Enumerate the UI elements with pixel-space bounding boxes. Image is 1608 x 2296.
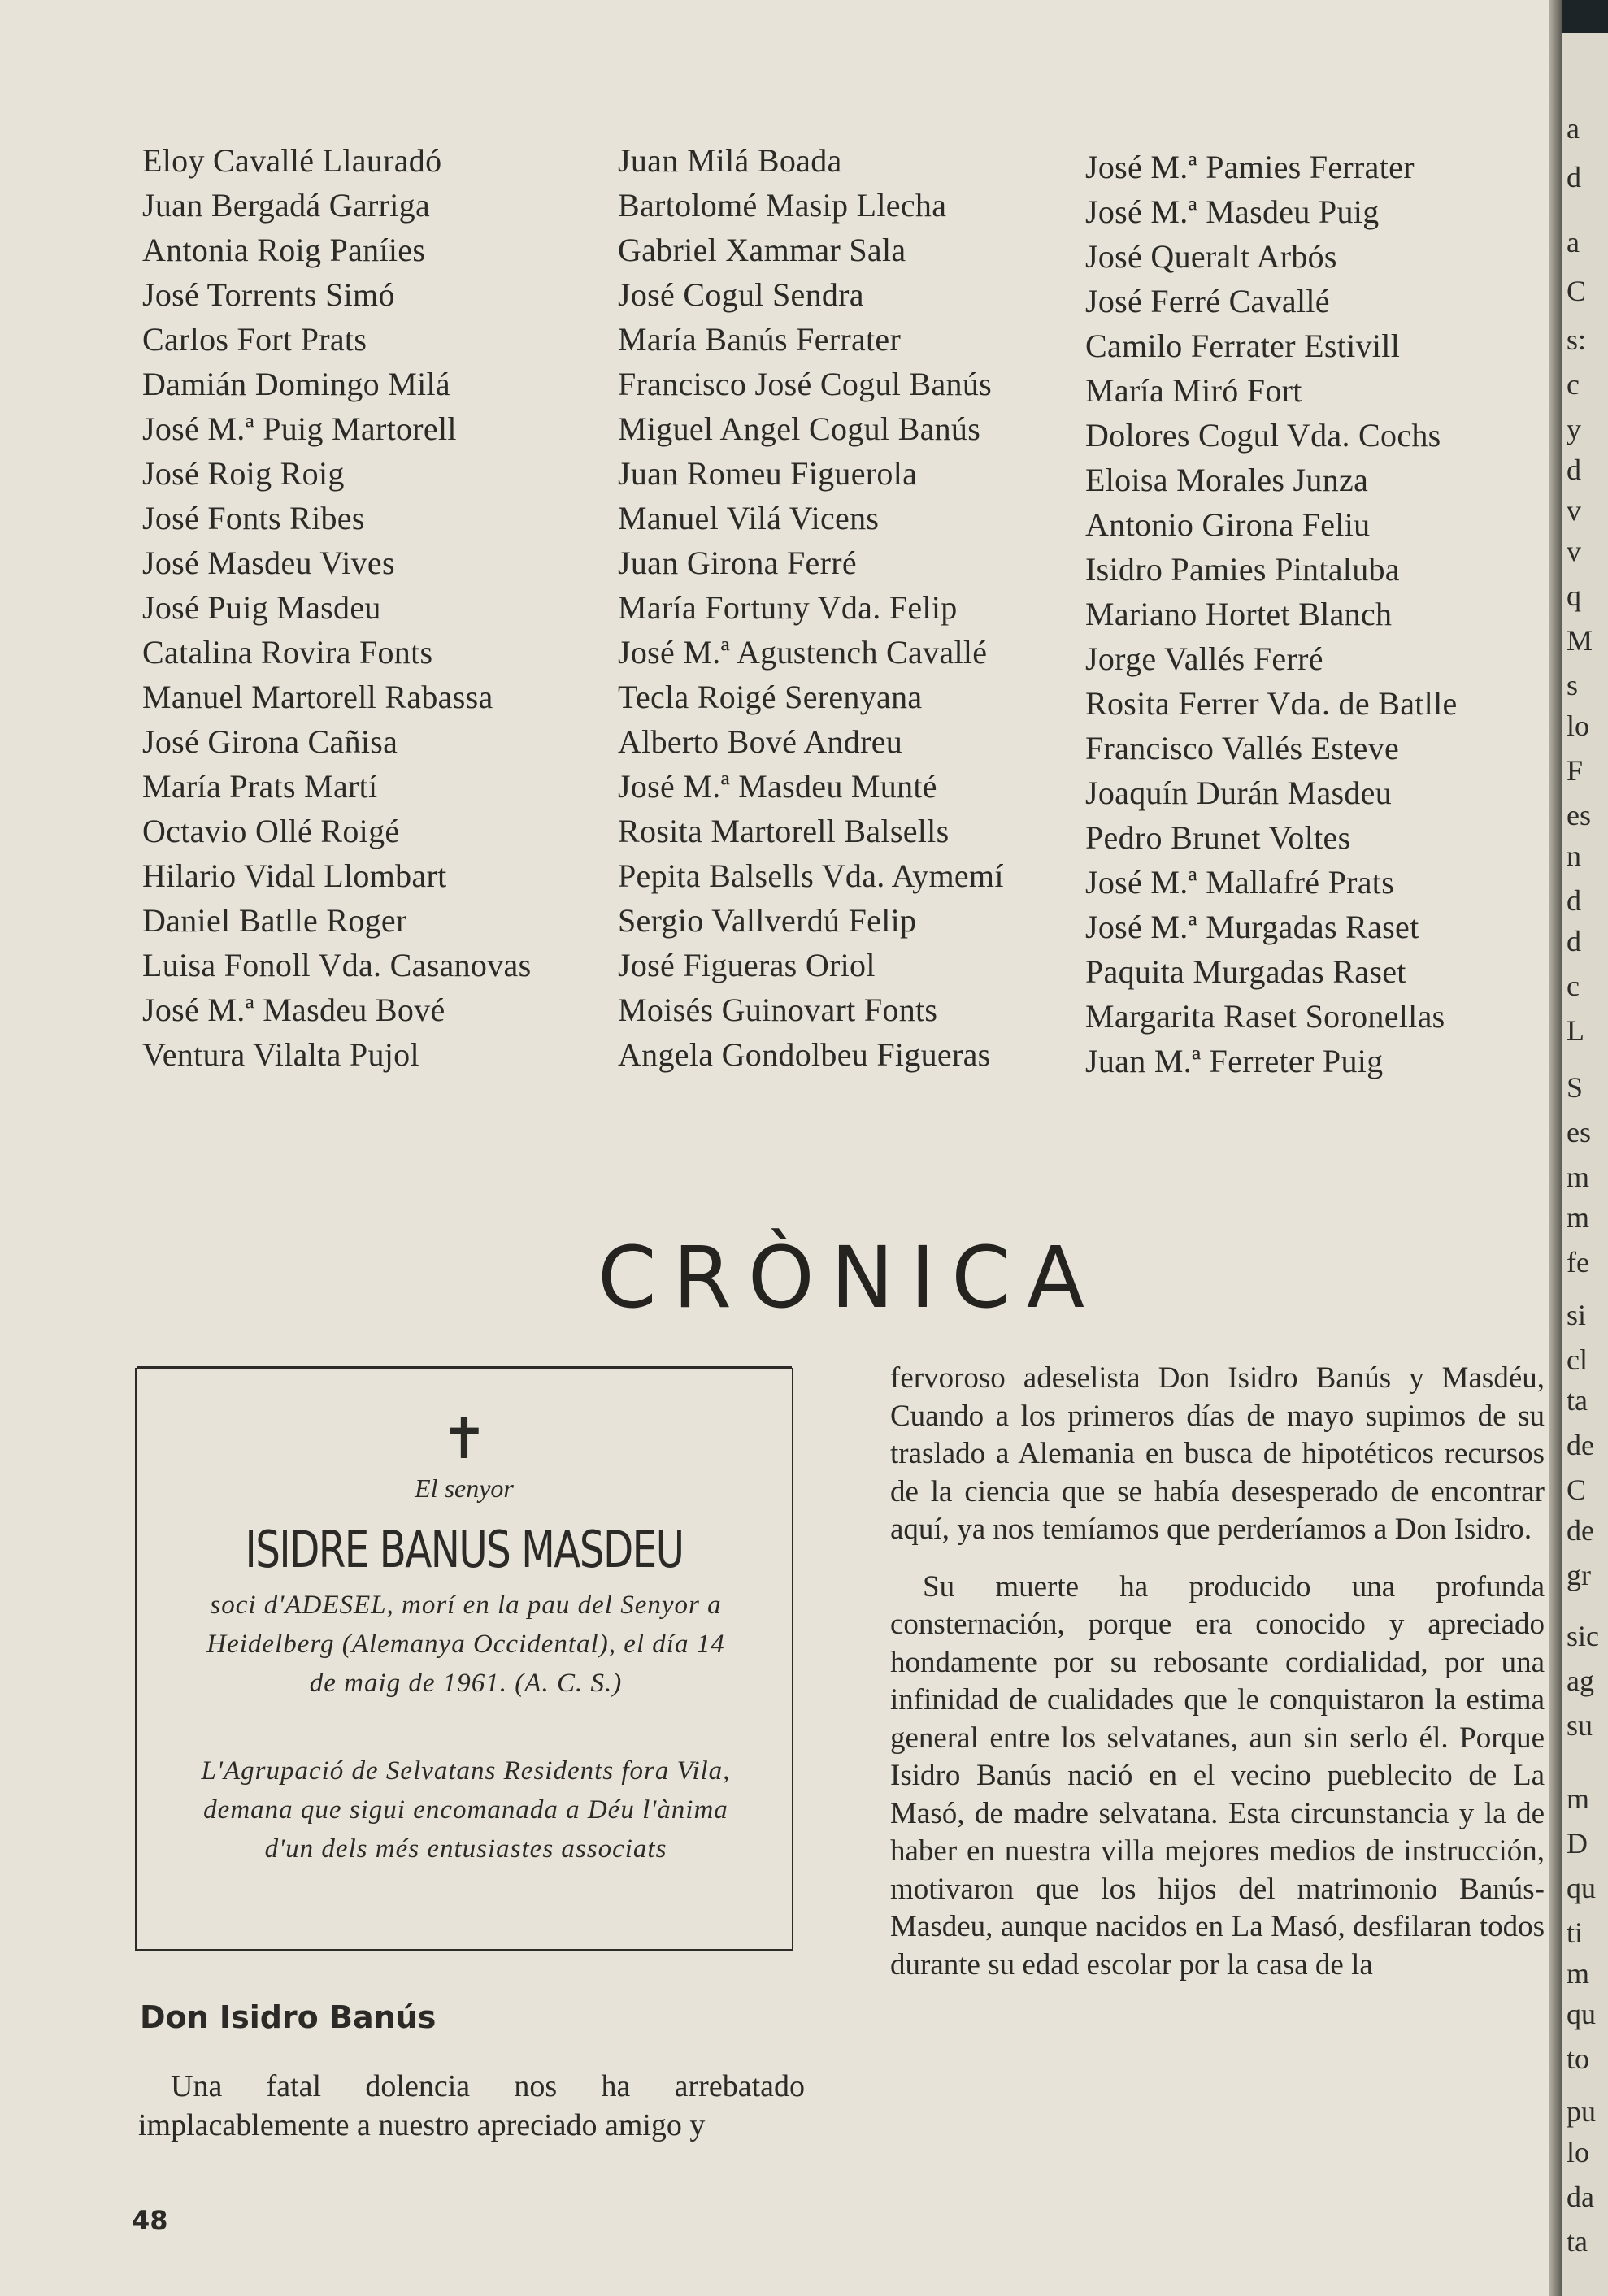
- facing-page-fragment: to: [1567, 2042, 1590, 2075]
- name-entry: Jorge Vallés Ferré: [1085, 640, 1323, 677]
- name-entry: José Girona Cañisa: [142, 723, 398, 760]
- name-entry: José M.ª Puig Martorell: [142, 410, 457, 447]
- facing-page-fragment: ta: [1567, 1384, 1588, 1417]
- facing-page-fragment: a: [1567, 226, 1580, 258]
- names-column-3: [1085, 145, 1458, 1083]
- article-paragraph: Una fatal dolencia nos ha arrebatado implacablemente a nuestro apreciado amigo y: [138, 2069, 805, 2142]
- article-heading: Don Isidro Banús: [140, 1999, 437, 2035]
- facing-page-fragment: ti: [1567, 1916, 1584, 1949]
- name-entry: Angela Gondolbeu Figueras: [618, 1036, 991, 1073]
- next-page-edge: [1562, 33, 1608, 2296]
- name-entry: José Masdeu Vives: [142, 545, 395, 581]
- page-number: 48: [132, 2205, 168, 2236]
- facing-page-fragment: da: [1567, 2181, 1594, 2213]
- facing-page-fragment: D: [1567, 1827, 1588, 1860]
- name-entry: Juan Milá Boada: [618, 142, 842, 179]
- facing-page-fragment: C: [1567, 275, 1587, 307]
- name-entry: José M.ª Masdeu Munté: [618, 768, 937, 805]
- name-entry: José M.ª Agustench Cavallé: [618, 634, 988, 671]
- name-entry: Moisés Guinovart Fonts: [618, 992, 938, 1028]
- name-entry: José Fonts Ribes: [142, 500, 365, 536]
- facing-page-fragment: S: [1567, 1071, 1584, 1104]
- article-paragraph: fervoroso adeselista Don Isidro Banús y Masdéu, Cuando a los primeros días de mayo supimos de su traslado a Alemania en busca de hipotéticos recursos de la ciencia que se había desesperado de encontrar aquí, ya nos temíamos que perderíamos a Don Isidro.: [890, 1361, 1545, 1546]
- name-entry: Hilario Vidal Llombart: [142, 857, 447, 894]
- facing-page-fragment: d: [1567, 884, 1581, 917]
- name-entry: José Puig Masdeu: [142, 589, 381, 626]
- facing-page-fragment: qu: [1567, 1872, 1596, 1904]
- name-entry: José Torrents Simó: [142, 276, 395, 313]
- facing-page-fragment: n: [1567, 840, 1581, 872]
- name-entry: Juan Bergadá Garriga: [142, 187, 431, 224]
- name-entry: Carlos Fort Prats: [142, 321, 367, 358]
- name-entry: Damián Domingo Milá: [142, 366, 450, 402]
- facing-page-fragment: y: [1567, 413, 1581, 445]
- facing-page-fragment: m: [1567, 1201, 1590, 1234]
- facing-page-fragment: su: [1567, 1709, 1593, 1742]
- article-right-column: [890, 1360, 1545, 2003]
- article-paragraph: Su muerte ha producido una profunda consternación, porque era conocido y apreciado hondamente por su rebosante cordialidad, por una infinidad de cualidades que le conquistaron la estima general entre los selvatanes, aun sin serlo él. Porque Isidro Banús nació en el vecino pueblecito de La Masó, de madre selvatana. Esta circunstancia y la de haber en nuestra villa mejores medios de instrucción, motivaron que los hijos del matrimonio Banús-Masdeu, aunque nacidos en La Masó, desfilaran todos durante su edad escolar por la casa de la: [890, 1569, 1545, 1981]
- name-entry: Alberto Bové Andreu: [618, 723, 903, 760]
- name-entry: José M.ª Pamies Ferrater: [1085, 149, 1415, 185]
- facing-page-fragment: lo: [1567, 710, 1590, 742]
- name-entry: Francisco José Cogul Banús: [618, 366, 992, 402]
- facing-page-fragment: L: [1567, 1014, 1584, 1047]
- facing-page-fragment: ta: [1567, 2225, 1588, 2258]
- facing-page-fragment: lo: [1567, 2136, 1590, 2168]
- facing-page-fragment: m: [1567, 1161, 1590, 1193]
- facing-page-fragment: F: [1567, 754, 1584, 787]
- facing-page-fragment: es: [1567, 799, 1591, 831]
- name-entry: Isidro Pamies Pintaluba: [1085, 551, 1400, 588]
- obituary-text-1: soci d'ADESEL, morí en la pau del Senyor a Heidelberg (Alemanya Occidental), el día 14 de maig de 1961. (A. C. S.): [206, 1591, 725, 1698]
- names-column-2: [618, 138, 1004, 1077]
- name-entry: Dolores Cogul Vda. Cochs: [1085, 417, 1441, 454]
- facing-page-fragment: v: [1567, 535, 1581, 567]
- facing-page-fragment: pu: [1567, 2095, 1596, 2128]
- obituary-box: [135, 1368, 793, 1951]
- facing-page-fragment: s:: [1567, 323, 1587, 356]
- name-entry: Octavio Ollé Roigé: [142, 813, 400, 849]
- name-entry: José M.ª Masdeu Bové: [142, 992, 445, 1028]
- name-entry: Sergio Vallverdú Felip: [618, 902, 917, 939]
- facing-page-fragment: c: [1567, 368, 1580, 401]
- name-entry: Manuel Martorell Rabassa: [142, 679, 493, 715]
- facing-page-fragment: q: [1567, 579, 1581, 612]
- facing-page-fragment: a: [1567, 112, 1580, 145]
- name-entry: Antonia Roig Paníies: [142, 232, 426, 268]
- name-entry: Tecla Roigé Serenyana: [618, 679, 923, 715]
- facing-page-fragment: ag: [1567, 1664, 1594, 1697]
- facing-page-fragment: m: [1567, 1957, 1590, 1990]
- facing-page-fragment: C: [1567, 1474, 1587, 1506]
- name-entry: Juan Romeu Figuerola: [618, 455, 918, 492]
- facing-page-fragment: c: [1567, 970, 1580, 1002]
- facing-page-fragment: de: [1567, 1429, 1594, 1461]
- cross-icon: ✝: [440, 1405, 489, 1472]
- name-entry: José Ferré Cavallé: [1085, 283, 1330, 319]
- name-entry: Eloy Cavallé Llauradó: [142, 142, 442, 179]
- facing-page-fragment: d: [1567, 925, 1581, 957]
- name-entry: José Cogul Sendra: [618, 276, 864, 313]
- name-entry: Ventura Vilalta Pujol: [142, 1036, 419, 1073]
- name-entry: Joaquín Durán Masdeu: [1085, 775, 1393, 811]
- name-entry: Pedro Brunet Voltes: [1085, 819, 1351, 856]
- name-entry: Pepita Balsells Vda. Aymemí: [618, 857, 1004, 894]
- names-column-1: [142, 138, 531, 1077]
- facing-page-fragment: M: [1567, 624, 1593, 657]
- obituary-text-2: L'Agrupació de Selvatans Residents fora Vila, demana que sigui encomanada a Déu l'ànima d'un dels més entusiastes associats: [201, 1756, 731, 1864]
- obituary-name: ISIDRE BANUS MASDEU: [245, 1520, 684, 1579]
- book-spine: [1549, 0, 1562, 2296]
- facing-page-fragment: s: [1567, 669, 1579, 701]
- name-entry: José Figueras Oriol: [618, 947, 876, 983]
- name-entry: Manuel Vilá Vicens: [618, 500, 880, 536]
- name-entry: Margarita Raset Soronellas: [1085, 998, 1445, 1035]
- facing-page-fragment: sic: [1567, 1620, 1599, 1652]
- facing-page-fragment: es: [1567, 1116, 1591, 1148]
- name-entry: José M.ª Murgadas Raset: [1085, 909, 1419, 945]
- name-entry: José M.ª Mallafré Prats: [1085, 864, 1395, 901]
- facing-page-fragment: d: [1567, 454, 1581, 486]
- facing-page-fragment: de: [1567, 1514, 1594, 1547]
- facing-page-fragment: qu: [1567, 1998, 1596, 2030]
- name-entry: Luisa Fonoll Vda. Casanovas: [142, 947, 532, 983]
- name-entry: Antonio Girona Feliu: [1085, 506, 1371, 543]
- facing-page-fragment: d: [1567, 161, 1581, 193]
- name-entry: Juan M.ª Ferreter Puig: [1085, 1043, 1384, 1079]
- name-entry: Catalina Rovira Fonts: [142, 634, 433, 671]
- name-entry: María Banús Ferrater: [618, 321, 902, 358]
- name-entry: Paquita Murgadas Raset: [1085, 953, 1406, 990]
- facing-page-fragment: v: [1567, 494, 1581, 527]
- name-entry: Francisco Vallés Esteve: [1085, 730, 1400, 766]
- facing-page-fragment: si: [1567, 1299, 1587, 1331]
- facing-page-fragment: cl: [1567, 1343, 1588, 1376]
- name-entry: Juan Girona Ferré: [618, 545, 857, 581]
- name-entry: José Queralt Arbós: [1085, 238, 1337, 275]
- name-entry: María Prats Martí: [142, 768, 378, 805]
- facing-page-fragment: fe: [1567, 1246, 1589, 1278]
- obituary-senyor: El senyor: [415, 1474, 514, 1503]
- name-entry: Rosita Martorell Balsells: [618, 813, 950, 849]
- name-entry: Mariano Hortet Blanch: [1085, 596, 1393, 632]
- name-entry: Gabriel Xammar Sala: [618, 232, 906, 268]
- name-entry: Rosita Ferrer Vda. de Batlle: [1085, 685, 1458, 722]
- name-entry: Daniel Batlle Roger: [142, 902, 407, 939]
- name-entry: María Fortuny Vda. Felip: [618, 589, 958, 626]
- name-entry: Miguel Angel Cogul Banús: [618, 410, 981, 447]
- article-left-column: [138, 2067, 805, 2145]
- name-entry: José Roig Roig: [142, 455, 345, 492]
- facing-page-fragment: m: [1567, 1782, 1590, 1815]
- name-entry: Eloisa Morales Junza: [1085, 462, 1369, 498]
- name-entry: Bartolomé Masip Llecha: [618, 187, 947, 224]
- name-entry: María Miró Fort: [1085, 372, 1302, 409]
- facing-page-fragment: gr: [1567, 1559, 1591, 1591]
- name-entry: Camilo Ferrater Estivill: [1085, 328, 1401, 364]
- name-entry: José M.ª Masdeu Puig: [1085, 193, 1380, 230]
- section-title: CRÒNICA: [598, 1228, 1101, 1327]
